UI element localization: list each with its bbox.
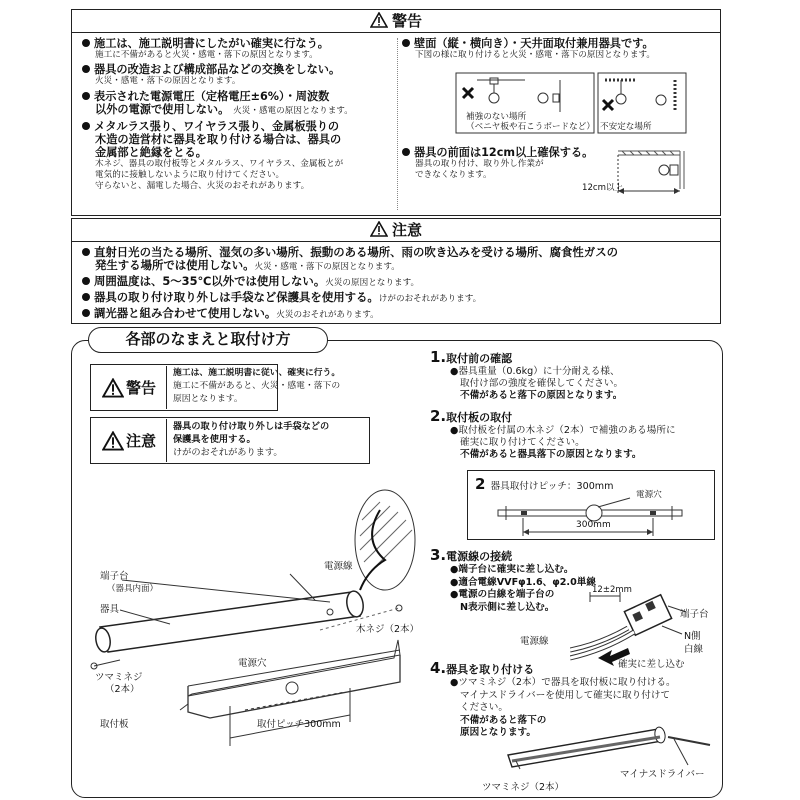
step-2: 2.取付板の取付 ●取付板を付属の木ネジ（2本）で補強のある場所に 確実に取り付けてください。 不備があると器具落下の原因となります。 [430, 407, 676, 460]
caution-item: 直射日光の当たる場所、湿気の多い場所、振動のある場所、雨の吹き込みを受ける場所、腐食性ガスの [82, 246, 712, 259]
clearance-label: 12cm以上 [582, 183, 624, 193]
warning-title: 警告 [391, 12, 422, 30]
warning-right-column [402, 37, 717, 61]
mount-plate [188, 640, 400, 718]
cross-icon [463, 88, 473, 98]
label-power-line: 電源線 [324, 561, 353, 572]
warning-triangle-icon [370, 12, 388, 28]
caution-triangle-icon [102, 431, 124, 451]
warning-item: 器具の改造および構成部品などの交換をしない。 [82, 63, 402, 76]
warning-item: メタルラス張り、ワイヤラス張り、金属板張りの [82, 120, 402, 133]
cross-icon [603, 100, 613, 110]
label-knob-screw: ツマミネジ （2本） [95, 672, 143, 695]
fixture-body [94, 590, 365, 653]
caution-item: 調光器と組み合わせて使用しない。火災のおそれがあります。 [82, 307, 712, 321]
fig-label-unreinforced: 補強のない場所 （ベニヤ板や石こうボードなど） [466, 112, 595, 132]
warning-header [72, 10, 720, 33]
warning-item: 表示された電源電圧（定格電圧±6%）・周波数 [82, 90, 402, 103]
parts-warning-title: 警告 [125, 379, 156, 397]
warning-triangle-icon [102, 378, 124, 398]
warning-note: 器具の取り付け、取り外し作業が [415, 159, 544, 169]
warning-note: 下図の様に取り付けると火災・感電・落下の原因となります。 [415, 50, 655, 60]
caution-item: 周囲温度は、5～35℃以外では使用しない。火災の原因となります。 [82, 275, 712, 289]
parts-warning-text: 施工は、施工説明書に従い、確実に行う。 施工に不備があると、火災・感電・落下の 原因となります。 [173, 368, 341, 404]
warning-item: 施工は、施工説明書にしたがい確実に行なう。 [82, 37, 402, 50]
parts-caution-label [92, 419, 167, 462]
step-4: 4.器具を取り付ける ●ツマミネジ（2本）で器具を取付板に取り付ける。 マイナスドライバーを使用して確実に取り付けて ください。 不備があると落下の 原因となります。 [430, 659, 676, 738]
caution-list [82, 246, 712, 321]
wire-white-label: 白線 [684, 644, 704, 655]
label-fixture-inside: （器具内面） [107, 584, 159, 594]
step4-knob-label: ツマミネジ（2本） [482, 782, 565, 793]
warning-note: できなくなります。 [415, 170, 492, 180]
warning-note: 守らないと、漏電した場合、火災のおそれがあります。 [95, 181, 310, 191]
caution-triangle-icon [370, 221, 388, 237]
pitch-dim-label: 300mm [576, 520, 611, 530]
parts-title: 各部のなまえと取付け方 [125, 330, 291, 348]
pitch-box-title: 2 器具取付けピッチ：300mm [475, 475, 614, 493]
step-1: 1.取付前の確認 ●器具重量（0.6kg）に十分耐える様、 取付け部の強度を確保してください。 不備があると落下の原因となります。 [430, 348, 624, 401]
step-3: 3.電源線の接続 ●端子台に確実に差し込む。 ●適合電線VVFφ1.6、φ2.0単線 ●電源の白線を端子台の N表示側に差し込む。 [430, 546, 596, 613]
warning-left-column [82, 37, 402, 192]
label-power-hole: 電源穴 [238, 658, 267, 669]
warning-note: 木ネジ、器具の取付板等とメタルラス、ワイヤラス、金属板とが [95, 159, 344, 169]
caution-title: 注意 [391, 221, 422, 239]
caution-header [72, 219, 720, 242]
parts-title-tab [88, 327, 328, 353]
clearance-figure [570, 145, 710, 205]
label-wood-screw: 木ネジ（2本） [356, 624, 420, 635]
wire-push-label: 確実に差し込む [618, 659, 685, 670]
label-mount-plate: 取付板 [100, 719, 129, 730]
caution-item: 器具の取り付け取り外しは手袋など保護具を使用する。けがのおそれがあります。 [82, 291, 712, 305]
wire-strip-label: 12±2mm [592, 585, 632, 595]
warning-item-cont: 以外の電源で使用しない。 火災・感電の原因となります。 [95, 103, 353, 116]
warning-note: 火災・感電・落下の原因となります。 [95, 76, 241, 86]
warning-item-cont: 金属部と絶縁をとる。 [95, 146, 207, 159]
fig-label-unstable: 不安定な場所 [600, 122, 652, 132]
label-terminal: 端子台 [100, 571, 129, 582]
warning-note: 施工に不備があると火災・感電・落下の原因となります。 [95, 50, 318, 60]
warning-item-cont: 木造の造営材に器具を取り付ける場合は、器具の [95, 133, 342, 146]
warning-note: 電気的に接触しないように取り付けてください。 [95, 170, 285, 180]
parts-caution-text: 器具の取り付け取り外しは手袋などの 保護具を使用する。 けがのおそれがあります。 [173, 421, 330, 458]
wire-n-side-label: N側 [684, 631, 701, 642]
caution-item-cont: 発生する場所では使用しない。火災・感電・落下の原因となります。 [95, 258, 400, 272]
parts-warning-label [92, 366, 167, 409]
label-fixture: 器具 [100, 604, 120, 615]
step4-driver-label: マイナスドライバー [620, 769, 705, 780]
parts-caution-title: 注意 [125, 432, 156, 450]
wire-terminal-label: 端子台 [680, 609, 709, 620]
warning-item: 壁面（縦・横向き）・天井面取付兼用器具です。 [402, 37, 717, 50]
label-pitch: 取付ピッチ300mm [257, 719, 341, 730]
wire-power-label: 電源線 [520, 636, 549, 647]
pitch-diagram [480, 492, 710, 538]
pitch-hole-label: 電源穴 [636, 490, 662, 500]
warning-item: 器具の前面は12cm以上確保する。 [402, 146, 602, 159]
